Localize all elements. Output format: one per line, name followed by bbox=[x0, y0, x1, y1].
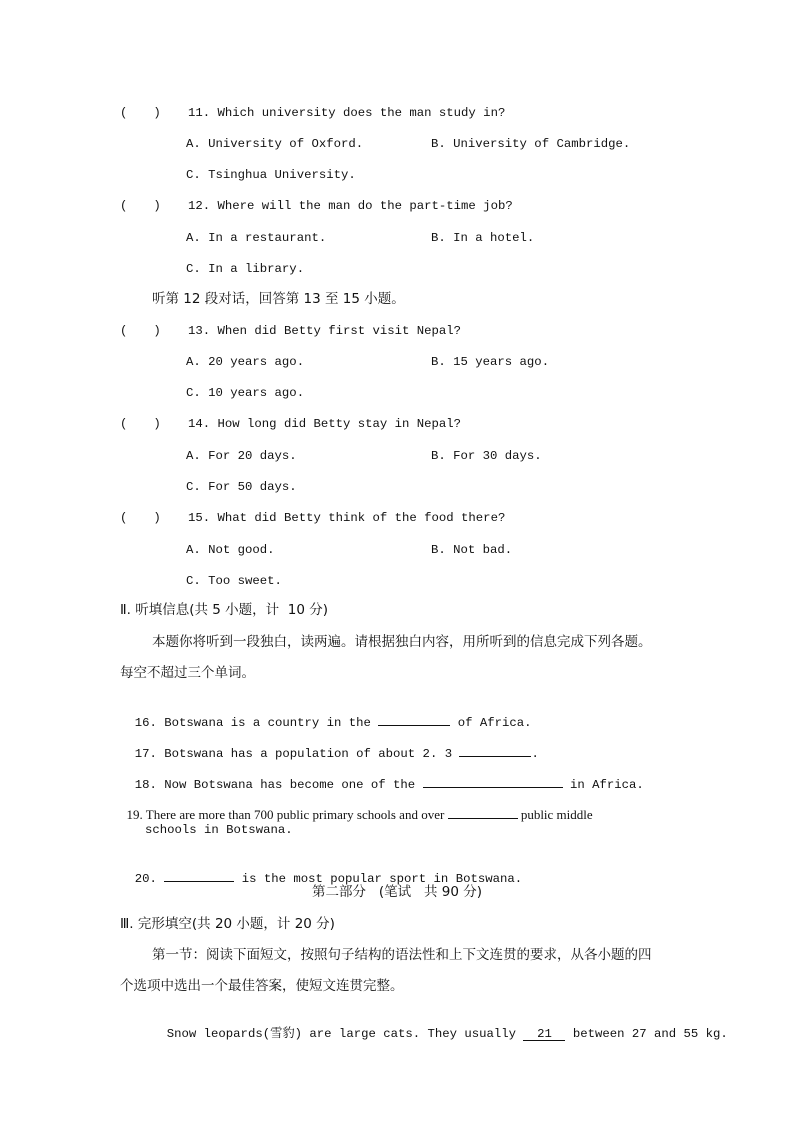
fill-item-16: 16. Botswana is a country in the of Africa. bbox=[134, 716, 532, 730]
answer-bracket[interactable]: ( ) bbox=[120, 511, 161, 525]
answer-bracket[interactable]: ( ) bbox=[120, 106, 161, 120]
question-13 bbox=[120, 323, 461, 339]
question-number: 15. bbox=[188, 511, 211, 525]
cloze-passage: Snow leopards(雪豹) are large cats. They usually 21 between 27 and 55 kg. bbox=[166, 1027, 728, 1041]
question-text: How long did Betty stay in Nepal? bbox=[217, 417, 462, 431]
question-14 bbox=[120, 416, 461, 432]
fill-item-17: 17. Botswana has a population of about 2. 3 . bbox=[134, 747, 539, 761]
dialogue-12-instruction: 听第 12 段对话，回答第 13 至 15 小题。 bbox=[152, 291, 405, 307]
section-3-instruction: 第一节：阅读下面短文，按照句子结构的语法性和上下文连贯的要求，从各小题的四 bbox=[152, 947, 652, 963]
option-a: A. For 20 days. bbox=[186, 449, 297, 463]
option-b: B. For 30 days. bbox=[431, 449, 542, 463]
answer-bracket[interactable]: ( ) bbox=[120, 199, 161, 213]
answer-blank-20[interactable] bbox=[164, 870, 234, 882]
question-12 bbox=[120, 198, 513, 214]
section-2-instruction-cont: 每空不超过三个单词。 bbox=[120, 665, 255, 681]
option-a: A. 20 years ago. bbox=[186, 355, 305, 369]
option-c: C. Tsinghua University. bbox=[186, 168, 356, 182]
answer-blank-19[interactable] bbox=[448, 807, 518, 819]
option-b: B. In a hotel. bbox=[431, 231, 535, 245]
answer-blank-18[interactable] bbox=[423, 776, 563, 788]
question-number: 12. bbox=[188, 199, 211, 213]
option-a: A. In a restaurant. bbox=[186, 231, 327, 245]
section-2-instruction: 本题你将听到一段独白，读两遍。请根据独白内容，用所听到的信息完成下列各题。 bbox=[152, 634, 652, 650]
fill-item-19-cont: schools in Botswana. bbox=[145, 823, 293, 837]
question-text: What did Betty think of the food there? bbox=[217, 511, 506, 525]
section-2-heading: Ⅱ. 听填信息(共 5 小题，计 10 分) bbox=[120, 602, 328, 618]
question-15 bbox=[120, 510, 505, 526]
option-a: A. University of Oxford. bbox=[186, 137, 364, 151]
part-two-title: 第二部分 (笔试 共 90 分) bbox=[311, 884, 483, 900]
question-text: Which university does the man study in? bbox=[217, 106, 506, 120]
answer-blank-16[interactable] bbox=[378, 714, 450, 726]
section-3-heading: Ⅲ. 完形填空(共 20 小题，计 20 分) bbox=[120, 916, 335, 932]
cloze-blank-21[interactable]: 21 bbox=[523, 1026, 565, 1041]
answer-bracket[interactable]: ( ) bbox=[120, 324, 161, 338]
option-c: C. 10 years ago. bbox=[186, 386, 305, 400]
question-11 bbox=[120, 105, 505, 121]
answer-bracket[interactable]: ( ) bbox=[120, 417, 161, 431]
option-c: C. In a library. bbox=[186, 262, 305, 276]
fill-item-20: 20. is the most popular sport in Botswana. bbox=[134, 872, 523, 886]
option-c: C. Too sweet. bbox=[186, 574, 282, 588]
fill-item-19: 19. There are more than 700 public primary schools and over public middle bbox=[126, 807, 593, 822]
question-number: 11. bbox=[188, 106, 211, 120]
question-text: When did Betty first visit Nepal? bbox=[217, 324, 462, 338]
answer-blank-17[interactable] bbox=[459, 745, 531, 757]
question-number: 14. bbox=[188, 417, 211, 431]
question-number: 13. bbox=[188, 324, 211, 338]
option-a: A. Not good. bbox=[186, 543, 275, 557]
option-b: B. Not bad. bbox=[431, 543, 513, 557]
option-b: B. University of Cambridge. bbox=[431, 137, 631, 151]
fill-item-18: 18. Now Botswana has become one of the in Africa. bbox=[134, 778, 644, 792]
option-b: B. 15 years ago. bbox=[431, 355, 550, 369]
section-3-instruction-cont: 个选项中选出一个最佳答案，使短文连贯完整。 bbox=[120, 978, 404, 994]
option-c: C. For 50 days. bbox=[186, 480, 297, 494]
question-text: Where will the man do the part-time job? bbox=[217, 199, 513, 213]
